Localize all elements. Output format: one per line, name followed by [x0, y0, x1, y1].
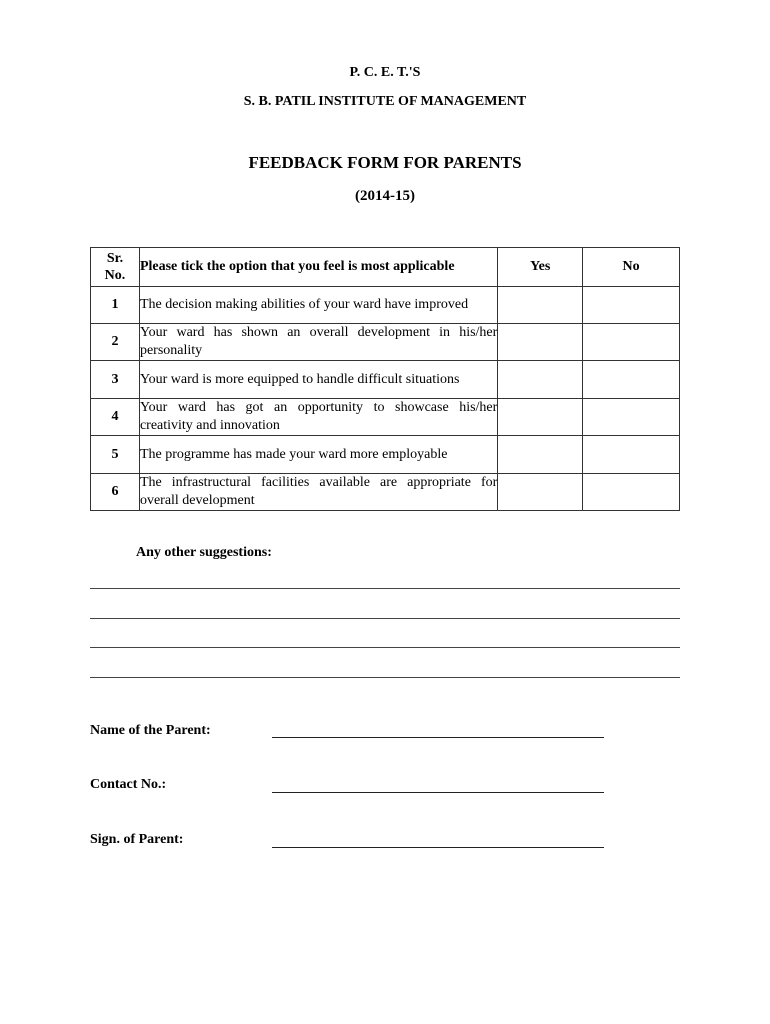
table-row: [91, 324, 680, 361]
no-checkbox-cell[interactable]: [583, 361, 680, 399]
row-statement: Your ward has got an opportunity to showcase his/her creativity and innovation: [139, 399, 497, 436]
yes-checkbox-cell[interactable]: [498, 324, 583, 361]
yes-checkbox-cell[interactable]: [498, 361, 583, 399]
feedback-table: [90, 247, 680, 511]
contact-label: Contact No.:: [90, 777, 167, 792]
organization-name: P. C. E. T.'S: [349, 65, 421, 80]
table-header-row: [91, 248, 680, 287]
yes-checkbox-cell[interactable]: [498, 399, 583, 436]
form-title: FEEDBACK FORM FOR PARENTS: [248, 153, 522, 172]
table-row: [91, 361, 680, 399]
no-checkbox-cell[interactable]: [583, 474, 680, 511]
header-yes: Yes: [498, 248, 583, 287]
row-statement: The programme has made your ward more employable: [139, 436, 497, 474]
row-statement: The decision making abilities of your ward have improved: [139, 287, 497, 324]
suggestion-line[interactable]: [90, 647, 680, 648]
signature-field[interactable]: [272, 847, 604, 848]
suggestion-line[interactable]: [90, 588, 680, 589]
header-sr-no: [91, 248, 140, 287]
suggestion-line[interactable]: [90, 677, 680, 678]
sign-label: Sign. of Parent:: [90, 832, 184, 847]
header-no: No: [583, 248, 680, 287]
form-year: (2014-15): [355, 188, 415, 204]
yes-checkbox-cell[interactable]: [498, 287, 583, 324]
suggestions-label: Any other suggestions:: [136, 545, 272, 560]
header-sr-line2: No.: [104, 268, 126, 283]
yes-checkbox-cell[interactable]: [498, 436, 583, 474]
row-number: 2: [91, 324, 140, 361]
row-statement: The infrastructural facilities available are appropriate for overall development: [139, 474, 497, 511]
yes-checkbox-cell[interactable]: [498, 474, 583, 511]
row-number: 5: [91, 436, 140, 474]
header-question: Please tick the option that you feel is most applicable: [139, 248, 497, 287]
institute-name: S. B. PATIL INSTITUTE OF MANAGEMENT: [243, 94, 527, 109]
row-statement: Your ward is more equipped to handle difficult situations: [139, 361, 497, 399]
no-checkbox-cell[interactable]: [583, 287, 680, 324]
row-number: 3: [91, 361, 140, 399]
row-number: 6: [91, 474, 140, 511]
parent-name-field[interactable]: [272, 737, 604, 738]
row-number: 4: [91, 399, 140, 436]
no-checkbox-cell[interactable]: [583, 436, 680, 474]
row-number: 1: [91, 287, 140, 324]
no-checkbox-cell[interactable]: [583, 399, 680, 436]
table-row: [91, 436, 680, 474]
parent-name-label: Name of the Parent:: [90, 723, 211, 738]
table-row: [91, 287, 680, 324]
header-sr-line1: Sr.: [106, 251, 124, 266]
table-row: [91, 399, 680, 436]
row-statement: Your ward has shown an overall development in his/her personality: [139, 324, 497, 361]
table-row: [91, 474, 680, 511]
suggestion-line[interactable]: [90, 618, 680, 619]
no-checkbox-cell[interactable]: [583, 324, 680, 361]
contact-field[interactable]: [272, 792, 604, 793]
